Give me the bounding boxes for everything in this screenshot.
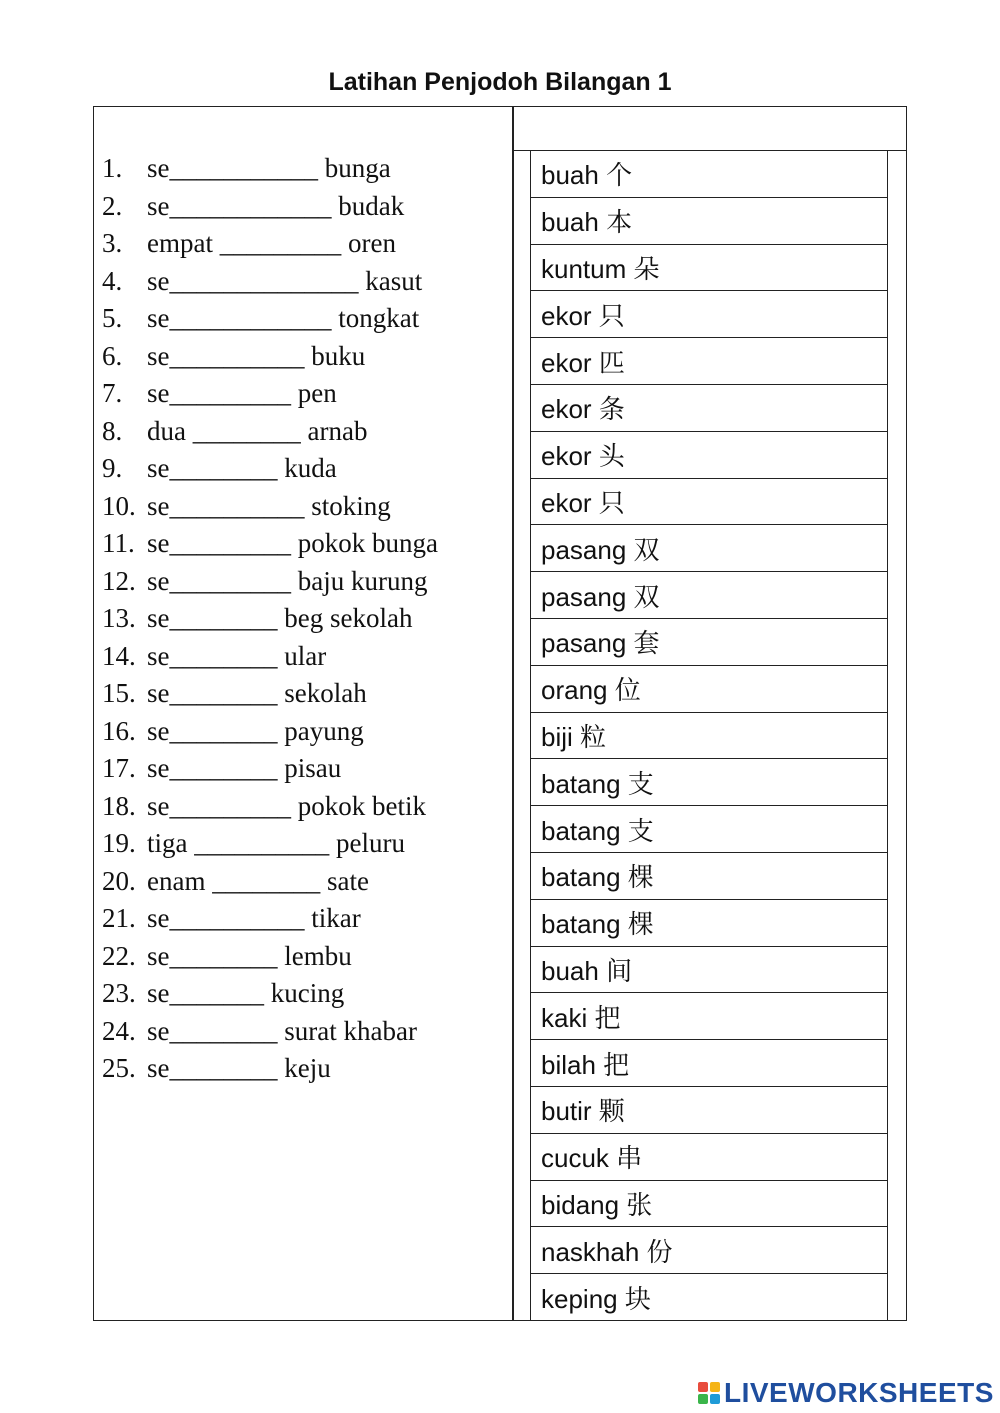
- question-text: se________ payung: [147, 715, 364, 746]
- page-title: Latihan Penjodoh Bilangan 1: [328, 68, 672, 96]
- question-item: [102, 900, 502, 938]
- question-item: [102, 600, 502, 638]
- question-item: [102, 375, 502, 413]
- brand-name: LIVEWORKSHEETS: [724, 1377, 994, 1408]
- answer-option[interactable]: ekor 头: [531, 432, 887, 479]
- logo-square: [698, 1382, 708, 1392]
- question-text: se________ lembu: [147, 940, 352, 971]
- question-number: 25.: [102, 1053, 136, 1083]
- question-item: [102, 938, 502, 976]
- question-text: dua ________ arnab: [147, 415, 368, 446]
- question-text: se__________ tikar: [147, 903, 361, 933]
- question-list: [102, 150, 502, 1088]
- question-text: se__________ stoking: [147, 490, 391, 521]
- answer-option[interactable]: pasang 双: [531, 525, 887, 572]
- answer-option[interactable]: ekor 只: [531, 479, 887, 526]
- question-number: 1.: [102, 153, 123, 183]
- answer-option[interactable]: kaki 把: [531, 993, 887, 1040]
- question-number: 24.: [102, 1015, 136, 1046]
- question-number: 18.: [102, 790, 136, 821]
- question-number: 2.: [102, 190, 123, 221]
- answer-option[interactable]: bidang 张: [531, 1181, 887, 1228]
- question-number: 17.: [102, 753, 136, 783]
- question-text: se________ keju: [147, 1053, 331, 1083]
- answer-option[interactable]: batang 支: [531, 806, 887, 853]
- answer-option[interactable]: batang 棵: [531, 853, 887, 900]
- question-item: [102, 488, 502, 526]
- question-item: [102, 975, 502, 1013]
- question-number: 19.: [102, 828, 136, 858]
- question-item: [102, 338, 502, 376]
- question-number: 8.: [102, 415, 123, 446]
- question-number: 11.: [102, 528, 135, 558]
- question-text: se____________ tongkat: [147, 303, 420, 333]
- question-number: 12.: [102, 565, 136, 596]
- answer-option[interactable]: pasang 套: [531, 619, 887, 666]
- answer-option[interactable]: batang 支: [531, 759, 887, 806]
- answer-option[interactable]: keping 块: [541, 1284, 651, 1315]
- answer-option[interactable]: naskhah 份: [531, 1227, 887, 1274]
- question-item: [102, 1050, 502, 1088]
- question-number: 10.: [102, 490, 136, 521]
- footer-brand: [698, 1378, 994, 1408]
- question-text: se________ beg sekolah: [147, 603, 413, 633]
- logo-square: [698, 1394, 708, 1404]
- question-item: [102, 638, 502, 676]
- question-item: [102, 713, 502, 751]
- question-item: [102, 863, 502, 901]
- answer-option[interactable]: biji 粒: [531, 713, 887, 760]
- answer-option[interactable]: ekor 条: [531, 385, 887, 432]
- question-item: [102, 788, 502, 826]
- answer-option[interactable]: pasang 双: [531, 572, 887, 619]
- logo-square: [710, 1382, 720, 1392]
- question-item: [102, 300, 502, 338]
- answer-option[interactable]: buah 个: [531, 151, 887, 198]
- question-item: [102, 188, 502, 226]
- question-item: [102, 750, 502, 788]
- logo-square: [710, 1394, 720, 1404]
- answer-options-list: [531, 151, 887, 1321]
- question-text: se_________ baju kurung: [147, 565, 428, 596]
- question-number: 9.: [102, 453, 123, 483]
- answer-option[interactable]: buah 间: [531, 947, 887, 994]
- question-text: se_________ pen: [147, 378, 337, 408]
- answer-option[interactable]: orang 位: [531, 666, 887, 713]
- question-item: [102, 1013, 502, 1051]
- question-text: se____________ budak: [147, 190, 405, 221]
- question-number: 7.: [102, 378, 123, 408]
- question-number: 21.: [102, 903, 136, 933]
- question-number: 20.: [102, 865, 136, 896]
- question-text: se___________ bunga: [147, 153, 391, 183]
- question-text: se_________ pokok betik: [147, 790, 426, 821]
- question-item: [102, 413, 502, 451]
- liveworksheets-logo-icon: [698, 1382, 720, 1404]
- answer-option[interactable]: butir 颗: [531, 1087, 887, 1134]
- question-text: se________ surat khabar: [147, 1015, 417, 1046]
- answer-option[interactable]: kuntum 朵: [531, 245, 887, 292]
- answer-option[interactable]: buah 本: [531, 198, 887, 245]
- question-item: [102, 825, 502, 863]
- question-number: 22.: [102, 940, 136, 971]
- question-text: se_________ pokok bunga: [147, 528, 438, 558]
- question-text: se________ pisau: [147, 753, 342, 783]
- question-number: 13.: [102, 603, 136, 633]
- question-text: se________ ular: [147, 640, 327, 671]
- question-text: tiga __________ peluru: [147, 828, 405, 858]
- question-text: se________ sekolah: [147, 678, 367, 708]
- question-text: se__________ buku: [147, 340, 366, 371]
- question-item: [102, 563, 502, 601]
- question-item: [102, 263, 502, 301]
- options-right-border: [887, 150, 888, 1321]
- question-number: 15.: [102, 678, 136, 708]
- question-number: 3.: [102, 228, 123, 258]
- column-divider: [512, 106, 514, 1321]
- answer-option[interactable]: bilah 把: [531, 1040, 887, 1087]
- question-text: empat _________ oren: [147, 228, 396, 258]
- question-item: [102, 450, 502, 488]
- question-item: [102, 525, 502, 563]
- question-number: 16.: [102, 715, 136, 746]
- question-number: 23.: [102, 978, 136, 1008]
- answer-option[interactable]: cucuk 串: [531, 1134, 887, 1181]
- answer-option[interactable]: ekor 匹: [531, 338, 887, 385]
- question-number: 5.: [102, 303, 123, 333]
- question-number: 14.: [102, 640, 136, 671]
- question-text: se_______ kucing: [147, 978, 345, 1008]
- question-item: [102, 150, 502, 188]
- question-number: 4.: [102, 265, 123, 296]
- question-text: enam ________ sate: [147, 865, 369, 896]
- answer-option[interactable]: batang 棵: [531, 900, 887, 947]
- question-number: 6.: [102, 340, 123, 371]
- answer-option[interactable]: ekor 只: [531, 291, 887, 338]
- question-item: [102, 675, 502, 713]
- question-item: [102, 225, 502, 263]
- question-text: se______________ kasut: [147, 265, 423, 296]
- question-text: se________ kuda: [147, 453, 337, 483]
